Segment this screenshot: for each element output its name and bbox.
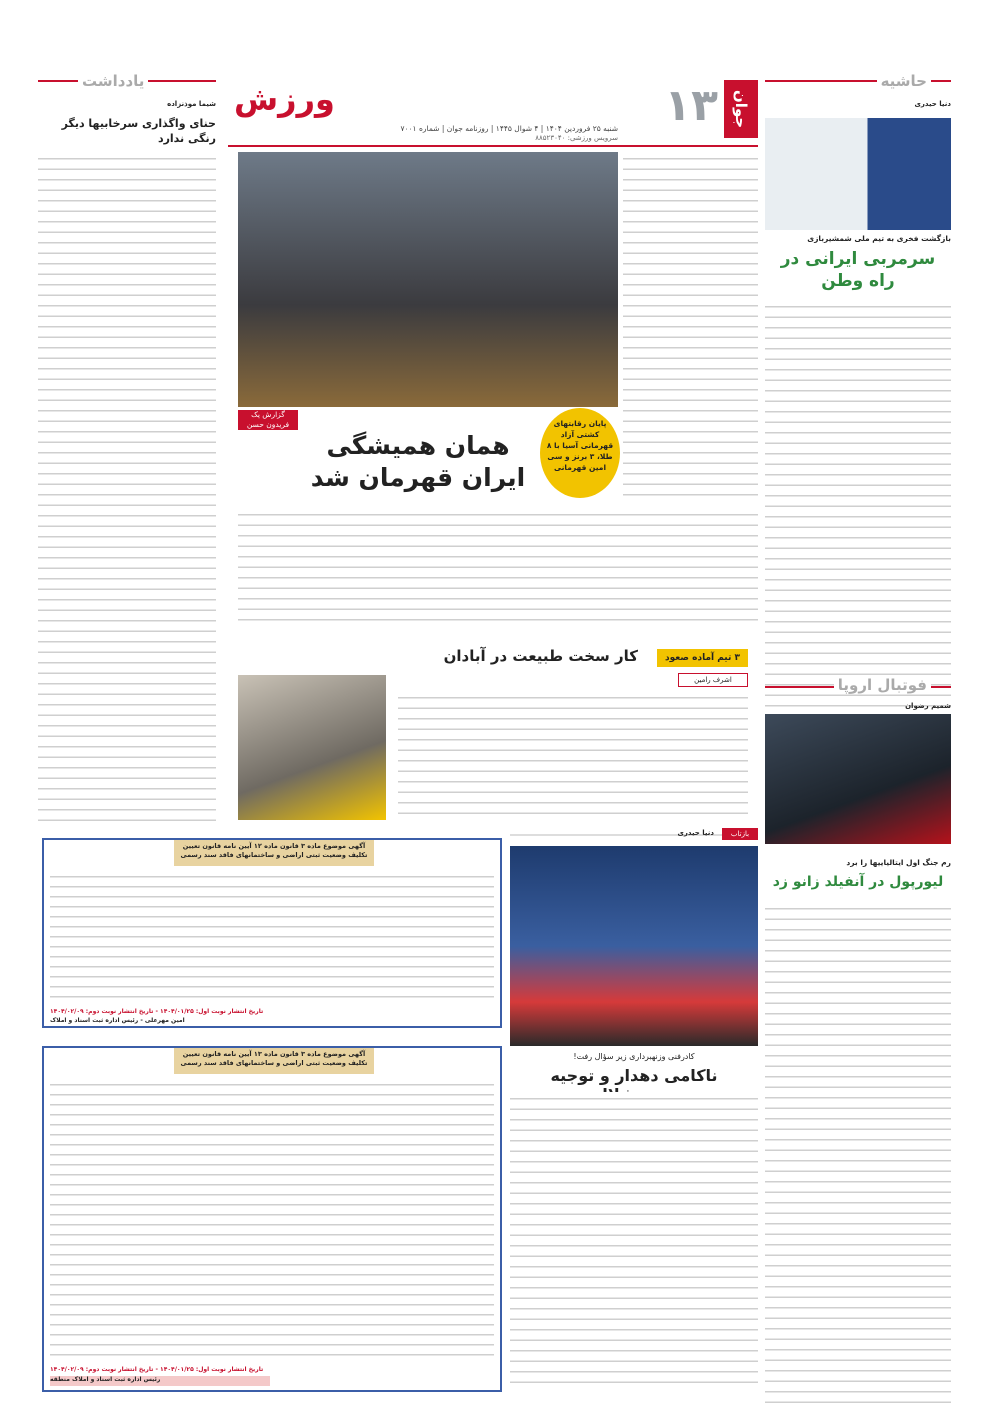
brand-logo (724, 80, 758, 138)
weightlifting-tag: بازتاب (722, 828, 758, 840)
weightlifting-story (510, 828, 758, 1388)
ad-2-body (50, 1078, 494, 1360)
liverpool-photo (765, 714, 951, 844)
ad-2-header: آگهی موضوع ماده ۳ قانون ماده ۱۳ آیین نامه قانون تعیین تکلیف وضعیت ثبتی اراضی و ساختمانهای فاقد سند رسمی (174, 1048, 374, 1074)
right-col-author: دنیا حیدری (914, 100, 951, 108)
weightlifting-photo (510, 846, 758, 1046)
weightlifting-rule (510, 834, 758, 836)
section-title: ورزش (234, 80, 335, 118)
ad-1-date: تاریخ انتشار نوبت اول: ۱۴۰۴/۰۱/۲۵ - تاریخ انتشار نوبت دوم: ۱۴۰۴/۰۲/۰۹ (50, 1008, 264, 1015)
main-story-body (238, 508, 758, 628)
abadan-reporter-label (678, 673, 748, 687)
abadan-headline: کار سخت طبیعت در آبادان (443, 647, 638, 665)
page-number: ۱۳ (664, 80, 718, 131)
legal-ad-1 (42, 838, 502, 1028)
right-col-caption: بازگشت فخری به تیم ملی شمشیربازی (807, 234, 951, 243)
ad-2-signature: رئیس اداره ثبت اسناد و املاک منطقه (50, 1376, 270, 1386)
report-label-text: گزارش یک (251, 410, 285, 419)
left-col-body (38, 152, 216, 822)
main-story-headline: همان همیشگی ایران قهرمان شد (310, 431, 526, 492)
weightlifting-kicker: کادرفنی وزنهبرداری زیر سؤال رفت! (573, 1052, 695, 1061)
abadan-tag: ۳ تیم آماده صعود (657, 649, 748, 667)
fencing-coach-photo (765, 118, 951, 230)
date-line: شنبه ۲۵ فروردین ۱۴۰۴ | ۴ شوال ۱۴۴۵ | روزنامه جوان | شماره ۷۰۰۱ (400, 124, 618, 133)
right-col-bottom-author: شمیم رضوان (905, 702, 951, 710)
ad-1-body (50, 870, 494, 1004)
legal-ad-2 (42, 1046, 502, 1392)
ad-1-signature: امین مهرعلی - رئیس اداره ثبت اسناد و املاک (50, 1017, 185, 1024)
main-story-intro (623, 152, 758, 502)
masthead (228, 80, 758, 142)
right-col-bottom-caption: رم جنگ اول ایتالیاییها را برد (846, 858, 951, 867)
service-line: سرویس ورزشی: ۸۸۵۲۳۰۴۰ (535, 134, 618, 142)
brand-name: جوان (732, 89, 750, 129)
left-col-headline: حنای واگذاری سرخابیها دیگر رنگی ندارد (61, 117, 216, 145)
right-col-section-title: حاشیه (877, 72, 931, 90)
ad-2-date: تاریخ انتشار نوبت اول: ۱۴۰۴/۰۱/۲۵ - تاریخ انتشار نوبت دوم: ۱۴۰۴/۰۲/۰۹ (50, 1366, 264, 1373)
abadan-body (398, 691, 748, 816)
masthead-rule (228, 145, 758, 147)
reporter-name: فریدون حسن (246, 420, 290, 429)
left-col-author: شیما موذنزاده (167, 100, 216, 108)
right-col-headline: سرمربی ایرانی در راه وطن (780, 249, 936, 291)
report-label (238, 410, 298, 430)
right-col-bottom-section-title: فوتبال اروپا (834, 676, 931, 694)
wrestling-team-photo (238, 152, 618, 407)
main-story (228, 152, 758, 525)
left-column (38, 72, 216, 824)
basketball-photo (238, 675, 386, 820)
weightlifting-body (510, 1092, 758, 1387)
left-col-section-title: یادداشت (78, 72, 148, 90)
ad-1-header: آگهی موضوع ماده ۳ قانون ماده ۱۲ آیین نامه قانون تعیین تکلیف وضعیت ثبتی اراضی و ساختمانهای فاقد سند رسمی (174, 840, 374, 866)
right-col-bottom-headline: لیورپول در آنفیلد زانو زد (772, 874, 944, 890)
abadan-story (238, 645, 758, 820)
weightlifting-headline: ناکامی دهدار و توجیه (550, 1066, 718, 1085)
right-column (765, 72, 951, 1417)
right-col-bottom-body (765, 902, 951, 1412)
main-story-badge: پایان رقابتهای کشتی آزاد قهرمانی آسیا با ۸ طلا، ۳ برنز و سی امین قهرمانی (540, 408, 620, 498)
weightlifting-author: دنیا حیدری (677, 829, 714, 837)
abadan-reporter: اشرف رامین (694, 676, 732, 684)
